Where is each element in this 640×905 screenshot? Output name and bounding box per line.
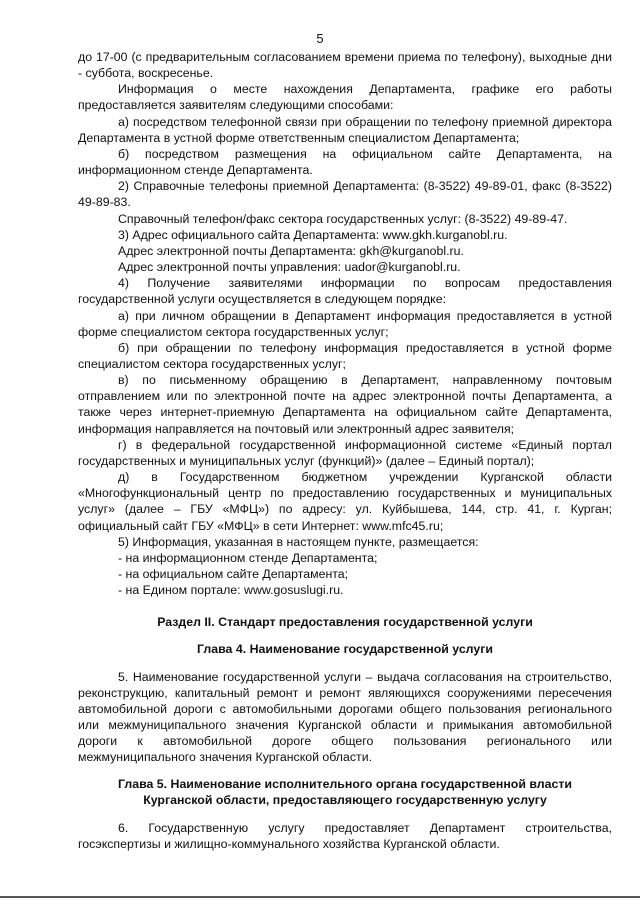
paragraph: 2) Справочные телефоны приемной Департамента: (8-3522) 49-89-01, факс (8-3522) 49-89-83. <box>78 179 612 210</box>
chapter-5-heading <box>78 776 612 808</box>
list-item: - на официальном сайте Департамента; <box>118 567 349 581</box>
page-number: 5 <box>316 31 324 46</box>
paragraph: 5) Информация, указанная в настоящем пункте, размещается: <box>118 534 479 549</box>
paragraph: а) при личном обращении в Департамент информация предоставляется в устной форме специалистом сектора государственных услуг; <box>78 308 612 339</box>
document-body <box>78 49 612 852</box>
paragraph: в) по письменному обращению в Департамент, направленному почтовым отправлением или по электронной почте на адрес электронной почты Департамента, а также через интернет-приемную Департамента на официальном сайте Департамента, информация направляется на почтовый или электронный адрес заявителя; <box>78 373 612 436</box>
paragraph: б) при обращении по телефону информация предоставляется в устной форме специалистом сектора государственных услуг; <box>78 340 612 371</box>
paragraph: б) посредством размещения на официальном сайте Департамента, на информационном стенде Департамента. <box>78 146 612 178</box>
paragraph: 3) Адрес официального сайта Департамента: www.gkh.kurganobl.ru. <box>118 227 508 242</box>
paragraph: 4) Получение заявителями информации по вопросам предоставления государственной услуги осуществляется в следующем порядке: <box>78 276 612 307</box>
paragraph: Адрес электронной почты управления: uador@kurganobl.ru. <box>118 260 461 275</box>
paragraph: Справочный телефон/факс сектора государственных услуг: (8-3522) 49-89-47. <box>118 211 568 226</box>
paragraph: 6. Государственную услугу предоставляет Департамент строительства, госэкспертизы и жилищно-коммунального хозяйства Курганской области. <box>78 820 612 852</box>
section-heading: Раздел II. Стандарт предоставления государственной услуги <box>157 615 533 630</box>
paragraph: Адрес электронной почты Департамента: gkh@kurganobl.ru. <box>118 243 464 258</box>
list-item: - на информационном стенде Департамента; <box>118 550 378 565</box>
paragraph: Информация о месте нахождения Департамента, графике его работы предоставляется заявителям следующими способами: <box>78 82 612 113</box>
scan-edge-line <box>0 896 640 898</box>
paragraph: до 17-00 (с предварительным согласованием времени приема по телефону), выходные дни - суббота, воскресенье. <box>78 50 612 81</box>
chapter-heading: Глава 4. Наименование государственной услуги <box>197 642 493 657</box>
paragraph: г) в федеральной государственной информационной системе «Единый портал государственных и муниципальных услуг (функций)» (далее – Единый портал); <box>78 437 612 468</box>
list-item: - на Едином портале: www.gosuslugi.ru. <box>118 583 344 598</box>
paragraph: 5. Наименование государственной услуги – выдача согласования на строительство, реконструкцию, капитальный ремонт и ремонт являющихся сооружениями пересечения автомобильной дороги с автомобильными дорогами общего пользования регионального или межмуниципального значения Курганской области и примыкания автомобильной дороги к автомобильной дороге общего пользования регионального или межмуниципального значения Курганской области. <box>78 669 612 765</box>
chapter-heading-line: Курганской области, предоставляющего государственную услугу <box>143 792 547 807</box>
paragraph: а) посредством телефонной связи при обращении по телефону приемной директора Департамента в устной форме ответственным специалистом Департамента; <box>78 114 612 145</box>
paragraph: д) в Государственном бюджетном учреждении Курганской области «Многофункциональный центр по предоставлению государственных и муниципальных услуг» (далее – ГБУ «МФЦ») по адресу: ул. Куйбышева, 144, стр. 41, г. Курган; официальный сайт ГБУ «МФЦ» в сети Интернет: www.mfc45.ru; <box>78 470 612 533</box>
chapter-heading-line: Глава 5. Наименование исполнительного органа государственной власти <box>118 776 572 791</box>
